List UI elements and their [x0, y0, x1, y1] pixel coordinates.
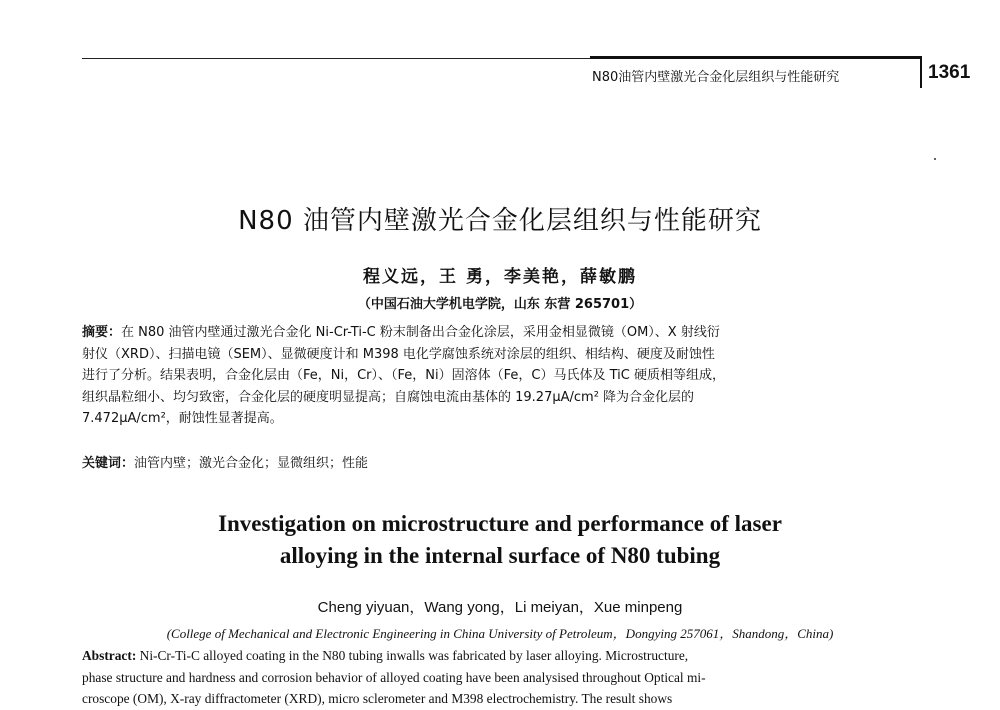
header-rule-thick	[590, 56, 920, 59]
abstract-cn-line-4: 组织晶粒细小、均匀致密，合金化层的硬度明显提高；自腐蚀电流由基体的 19.27μA/cm² 降为合金化层的	[82, 389, 695, 405]
chinese-abstract	[82, 322, 922, 430]
english-title-line-1: Investigation on microstructure and performance of laser	[218, 511, 782, 536]
english-title-line-2: alloying in the internal surface of N80 tubing	[279, 543, 721, 568]
abstract-en-line-1: Abstract: Ni-Cr-Ti-C alloyed coating in the N80 tubing inwalls was fabricated by laser alloying. Microstructure,	[82, 648, 689, 663]
english-abstract	[82, 645, 922, 710]
chinese-title: N80 油管内壁激光合金化层组织与性能研究	[238, 206, 762, 236]
header-divider	[920, 56, 922, 88]
abstract-en-label: Abstract:	[82, 648, 137, 663]
running-title: N80油管内壁激光合金化层组织与性能研究	[592, 70, 840, 85]
english-authors: Cheng yiyuan，Wang yong，Li meiyan，Xue minpeng	[317, 599, 683, 616]
abstract-cn-label: 摘要：	[82, 325, 122, 340]
chinese-keywords	[82, 452, 922, 471]
chinese-affiliation: （中国石油大学机电学院，山东 东营 265701）	[357, 297, 643, 312]
keywords-cn-label: 关键词：	[82, 456, 135, 471]
abstract-en-line-2: phase structure and hardness and corrosion behavior of alloyed coating have been analysised throughout Optical mi-	[82, 669, 706, 685]
abstract-cn-line-3: 进行了分析。结果表明，合金化层由（Fe，Ni，Cr）、（Fe，Ni）固溶体（Fe，C）马氏体及 TiC 硬质相等组成，	[82, 368, 725, 383]
abstract-cn-line-1: 摘要：在 N80 油管内壁通过激光合金化 Ni-Cr-Ti-C 粉末制备出合金化涂层，采用金相显微镜（OM）、X 射线衍	[82, 325, 720, 340]
keywords-cn-text: 油管内壁；激光合金化；显微组织；性能	[134, 456, 369, 471]
speck-mark	[934, 158, 936, 160]
abstract-cn-line-2: 射仪（XRD）、扫描电镜（SEM）、显微硬度计和 M398 电化学腐蚀系统对涂层的组织、相结构、硬度及耐蚀性	[82, 346, 715, 362]
chinese-authors: 程义远，王 勇，李美艳，薛敏鹏	[363, 267, 637, 287]
abstract-cn-line-5: 7.472μA/cm²，耐蚀性显著提高。	[82, 411, 283, 426]
english-title	[0, 508, 1000, 572]
english-affiliation: (College of Mechanical and Electronic Engineering in China University of Petroleum，Dongying 257061，Shandong，China)	[166, 626, 834, 641]
page-number: 1361	[928, 62, 971, 83]
abstract-en-line-3: croscope (OM), X-ray diffractometer (XRD), micro sclerometer and M398 electrochemistry. The result shows	[82, 691, 673, 706]
